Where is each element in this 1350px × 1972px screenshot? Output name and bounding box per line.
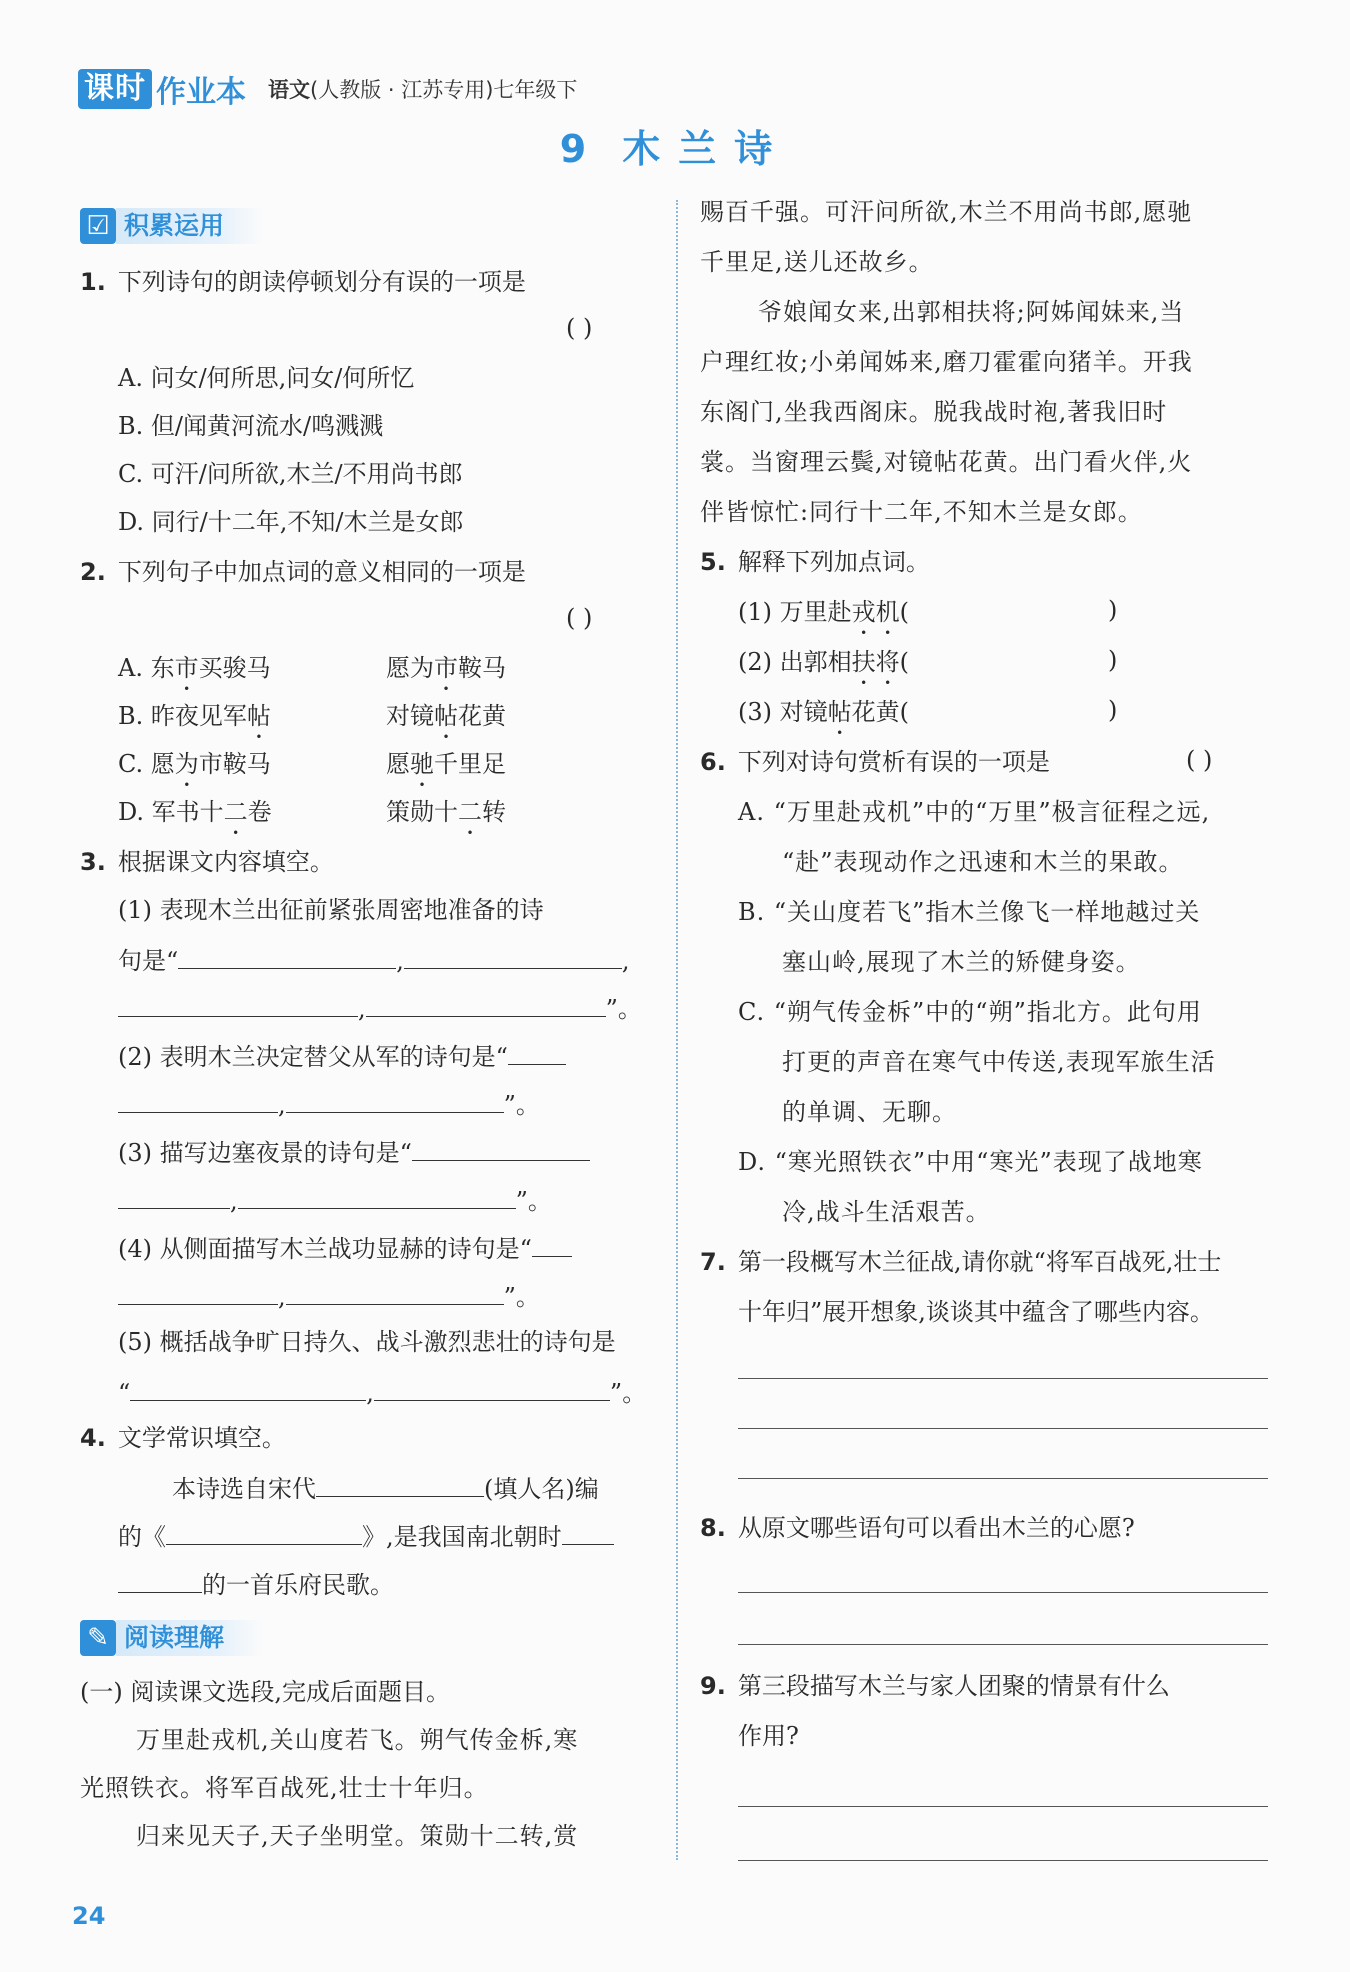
book-header [78, 68, 577, 110]
question-1: 1. 下列诗句的朗读停顿划分有误的一项是 [80, 268, 526, 296]
answer-paren: ( ) [566, 314, 593, 342]
question-9-cont: 作用? [738, 1722, 799, 1750]
reading-intro: (一) 阅读课文选段,完成后面题目。 [80, 1678, 450, 1706]
answer-blank[interactable] [366, 990, 606, 1017]
answer-blank[interactable] [166, 1518, 362, 1545]
passage-line: 万里赴戎机,关山度若飞。朔气传金柝,寒 [136, 1726, 579, 1754]
option-b: B. 但/闻黄河流水/鸣溅溅 [118, 412, 384, 440]
option-a-cont: “赴”表现动作之迅速和木兰的果敢。 [782, 848, 1184, 876]
option-b: B. 昨夜见军帖 [118, 702, 271, 730]
answer-line[interactable] [738, 1478, 1268, 1479]
answer-line[interactable] [738, 1378, 1268, 1379]
answer-line[interactable] [738, 1860, 1268, 1861]
pencil-icon: ✎ [80, 1620, 116, 1656]
option-a: A. 问女/何所思,问女/何所忆 [118, 364, 415, 392]
question-2: 2. 下列句子中加点词的意义相同的一项是 [80, 558, 526, 586]
passage-line: 爷娘闻女来,出郭相扶将;阿姊闻妹来,当 [758, 298, 1185, 326]
option-c: C. 愿为市鞍马 [118, 750, 271, 778]
passage-line: 归来见天子,天子坐明堂。策勋十二转,赏 [136, 1822, 579, 1850]
answer-blank[interactable] [118, 1182, 230, 1209]
option-c: C. 可汗/问所欲,木兰/不用尚书郎 [118, 460, 463, 488]
option-c-pair: 愿驰千里足 [386, 750, 506, 778]
option-c: C. “朔气传金柝”中的“朔”指北方。此句用 [738, 998, 1202, 1026]
passage-line: 光照铁衣。将军百战死,壮士十年归。 [80, 1774, 489, 1802]
answer-blank[interactable] [118, 1278, 278, 1305]
option-a: A. “万里赴戎机”中的“万里”极言征程之远, [738, 798, 1211, 826]
fill-item-1-line2: , ”。 [118, 990, 642, 1025]
lesson-number: 9 [559, 127, 605, 171]
passage-line: 千里足,送儿还故乡。 [700, 248, 934, 276]
fill-item-3-line: , ”。 [118, 1182, 552, 1217]
column-divider [676, 200, 678, 1860]
option-c-cont: 的单调、无聊。 [782, 1098, 957, 1126]
word-item-3: (3) 对镜帖花黄( [738, 698, 909, 726]
literature-fill-line1: 本诗选自宋代 (填人名)编 [172, 1470, 599, 1505]
option-c-cont: 打更的声音在寒气中传送,表现军旅生活 [782, 1048, 1216, 1076]
answer-blank[interactable] [286, 1086, 504, 1113]
passage-line: 赐百千强。可汗问所欲,木兰不用尚书郎,愿驰 [700, 198, 1193, 226]
literature-fill-line3: 的一首乐府民歌。 [118, 1566, 394, 1601]
answer-paren-close: ) [1108, 646, 1118, 674]
answer-blank[interactable] [178, 942, 396, 969]
question-4: 4. 文学常识填空。 [80, 1424, 286, 1452]
answer-line[interactable] [738, 1806, 1268, 1807]
fill-item-1: (1) 表现木兰出征前紧张周密地准备的诗 [118, 896, 544, 924]
answer-line[interactable] [738, 1644, 1268, 1645]
option-d-pair: 策勋十二转 [386, 798, 506, 826]
question-5: 5. 解释下列加点词。 [700, 548, 930, 576]
lesson-title [0, 118, 1350, 173]
fill-item-4: (4) 从侧面描写木兰战功显赫的诗句是“ [118, 1230, 572, 1265]
question-7-cont: 十年归”展开想象,谈谈其中蕴含了哪些内容。 [738, 1298, 1214, 1326]
literature-fill-line2: 的《 》,是我国南北朝时 [118, 1518, 614, 1553]
fill-item-2: (2) 表明木兰决定替父从军的诗句是“ [118, 1038, 566, 1073]
fill-item-5: (5) 概括战争旷日持久、战斗激烈悲壮的诗句是 [118, 1328, 616, 1356]
answer-blank[interactable] [562, 1518, 614, 1545]
answer-blank[interactable] [118, 1086, 278, 1113]
brand-logo-text: 作业本 [156, 75, 246, 110]
answer-paren: ( ) [566, 604, 593, 632]
question-8: 8. 从原文哪些语句可以看出木兰的心愿? [700, 1514, 1135, 1542]
fill-item-5-line: “ , ”。 [118, 1374, 646, 1409]
option-b-pair: 对镜帖花黄 [386, 702, 506, 730]
answer-blank[interactable] [404, 942, 622, 969]
section-label: 阅读理解 [116, 1620, 264, 1656]
answer-paren-close: ) [1108, 696, 1118, 724]
answer-blank[interactable] [316, 1470, 484, 1497]
question-9: 9. 第三段描写木兰与家人团聚的情景有什么 [700, 1672, 1170, 1700]
question-3: 3. 根据课文内容填空。 [80, 848, 334, 876]
answer-blank[interactable] [118, 990, 358, 1017]
option-d-cont: 冷,战斗生活艰苦。 [782, 1198, 991, 1226]
lesson-name: 木兰诗 [622, 127, 791, 171]
passage-line: 伴皆惊忙:同行十二年,不知木兰是女郎。 [700, 498, 1143, 526]
answer-paren-close: ) [1108, 596, 1118, 624]
option-d: D. 军书十二卷 [118, 798, 272, 826]
option-d: D. “寒光照铁衣”中用“寒光”表现了战地寒 [738, 1148, 1203, 1176]
question-7: 7. 第一段概写木兰征战,请你就“将军百战死,壮士 [700, 1248, 1222, 1276]
option-a: A. 东市买骏马 [118, 654, 271, 682]
answer-blank[interactable] [238, 1182, 516, 1209]
answer-blank[interactable] [130, 1374, 366, 1401]
answer-blank[interactable] [374, 1374, 610, 1401]
fill-item-3: (3) 描写边塞夜景的诗句是“ [118, 1134, 590, 1169]
section-label: 积累运用 [116, 208, 264, 244]
answer-line[interactable] [738, 1428, 1268, 1429]
section-header-reading [80, 1618, 264, 1658]
option-b: B. “关山度若飞”指木兰像飞一样地越过关 [738, 898, 1201, 926]
passage-line: 东阁门,坐我西阁床。脱我战时袍,著我旧时 [700, 398, 1168, 426]
answer-paren: ( ) [1186, 746, 1213, 774]
answer-line[interactable] [738, 1592, 1268, 1593]
answer-blank[interactable] [118, 1566, 202, 1593]
answer-blank[interactable] [286, 1278, 504, 1305]
option-d: D. 同行/十二年,不知/木兰是女郎 [118, 508, 464, 536]
answer-blank[interactable] [532, 1230, 572, 1257]
question-6: 6. 下列对诗句赏析有误的一项是 [700, 748, 1050, 776]
answer-blank[interactable] [412, 1134, 590, 1161]
passage-line: 户理红妆;小弟闻姊来,磨刀霍霍向猪羊。开我 [700, 348, 1193, 376]
word-item-1: (1) 万里赴戎机( [738, 598, 909, 626]
fill-item-2-line: , ”。 [118, 1086, 540, 1121]
section-header-accumulation [80, 206, 264, 246]
answer-blank[interactable] [508, 1038, 566, 1065]
fill-item-1-line: 句是“ , , [118, 942, 630, 977]
check-pencil-icon: ☑ [80, 208, 116, 244]
book-subtitle: 语文(人教版 · 江苏专用)七年级下 [268, 78, 578, 102]
option-a-pair: 愿为市鞍马 [386, 654, 506, 682]
option-b-cont: 塞山岭,展现了木兰的矫健身姿。 [782, 948, 1141, 976]
page-number: 24 [72, 1902, 106, 1930]
word-item-2: (2) 出郭相扶将( [738, 648, 909, 676]
brand-logo-box: 课时 [78, 69, 152, 109]
fill-item-4-line: , ”。 [118, 1278, 540, 1313]
passage-line: 裳。当窗理云鬓,对镜帖花黄。出门看火伴,火 [700, 448, 1193, 476]
